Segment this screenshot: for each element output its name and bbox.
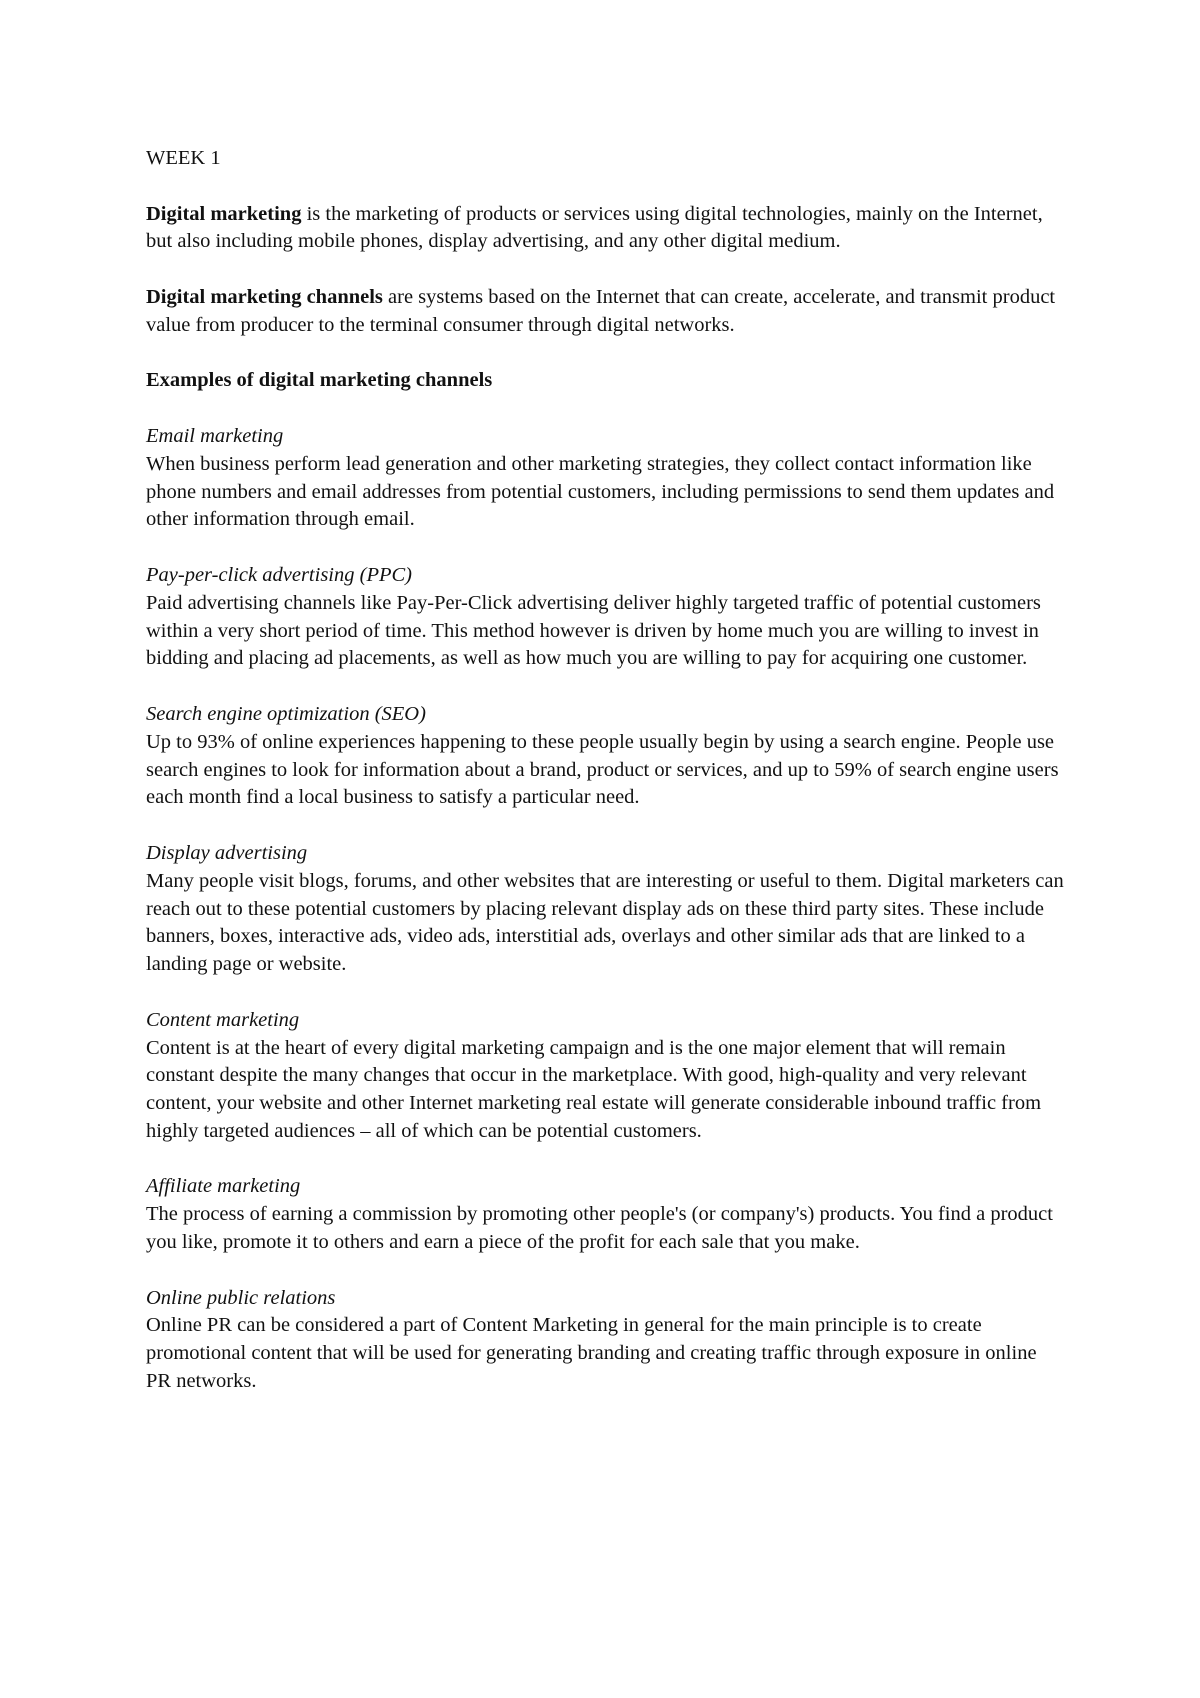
channel-title: Affiliate marketing	[146, 1175, 301, 1198]
definition-term: Digital marketing channels	[146, 285, 383, 308]
channel-description: When business perform lead generation and other marketing strategies, they collect contact information like phone numbers and email addresses from potential customers, including permissions to send them updates and other information through email.	[146, 452, 1055, 531]
definition-digital-marketing	[146, 201, 1066, 257]
channel-title: Online public relations	[146, 1286, 336, 1309]
channel-content-marketing	[146, 1007, 1066, 1146]
document-body	[146, 145, 1066, 1424]
channel-display-advertising	[146, 840, 1066, 979]
channel-title: Display advertising	[146, 841, 308, 864]
definition-text: are systems based on the Internet that can create, accelerate, and transmit product value from producer to the terminal consumer through digital networks.	[146, 285, 1056, 336]
channel-affiliate-marketing	[146, 1173, 1066, 1256]
channel-ppc	[146, 562, 1066, 673]
channel-title: Content marketing	[146, 1008, 300, 1031]
definition-digital-marketing-channels	[146, 284, 1066, 340]
channel-description: Content is at the heart of every digital marketing campaign and is the one major element that will remain constant despite the many changes that occur in the marketplace. With good, high-quality and very relevant content, your website and other Internet marketing real estate will generate considerable inbound traffic from highly targeted audiences – all of which can be potential customers.	[146, 1036, 1042, 1142]
channel-seo	[146, 701, 1066, 812]
definition-term: Digital marketing	[146, 202, 302, 225]
week-label: WEEK 1	[146, 147, 221, 169]
channel-title: Email marketing	[146, 424, 284, 447]
channel-title: Pay-per-click advertising (PPC)	[146, 563, 412, 586]
channel-online-pr	[146, 1285, 1066, 1396]
channel-title: Search engine optimization (SEO)	[146, 702, 426, 725]
definition-text: is the marketing of products or services using digital technologies, mainly on the Internet, but also including mobile phones, display advertising, and any other digital medium.	[146, 202, 1043, 253]
channel-description: Paid advertising channels like Pay-Per-Click advertising deliver highly targeted traffic of potential customers within a very short period of time. This method however is driven by home much you are willing to invest in bidding and placing ad placements, as well as how much you are willing to pay for acquiring one customer.	[146, 591, 1041, 670]
channel-email-marketing	[146, 423, 1066, 534]
channel-description: Many people visit blogs, forums, and other websites that are interesting or useful to them. Digital marketers can reach out to these potential customers by placing relevant display ads on these third party sites. These include banners, boxes, interactive ads, video ads, interstitial ads, overlays and other similar ads that are linked to a landing page or website.	[146, 869, 1064, 976]
examples-heading: Examples of digital marketing channels	[146, 369, 493, 392]
channel-description: The process of earning a commission by promoting other people's (or company's) products. You find a product you like, promote it to others and earn a piece of the profit for each sale that you make.	[146, 1203, 1053, 1254]
channel-description: Up to 93% of online experiences happening to these people usually begin by using a search engine. People use search engines to look for information about a brand, product or services, and up to 59% of search engine users each month find a local business to satisfy a particular need.	[146, 730, 1059, 809]
channel-description: Online PR can be considered a part of Content Marketing in general for the main principle is to create promotional content that will be used for generating branding and creating traffic through exposure in online PR networks.	[146, 1314, 1037, 1393]
